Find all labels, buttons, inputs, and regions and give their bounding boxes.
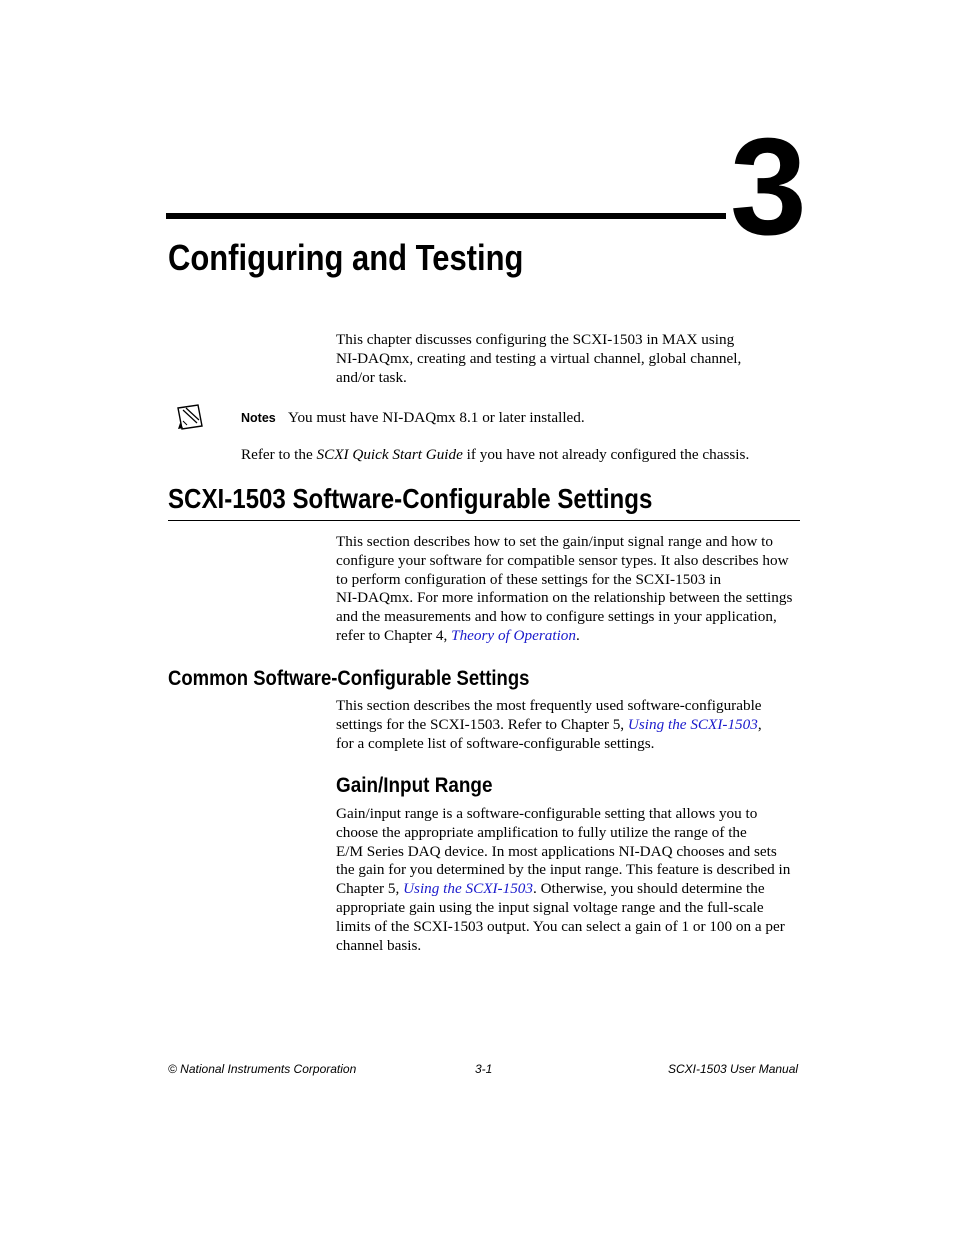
paragraph-line: the gain for you determined by the input range. This feature is described in <box>336 861 791 879</box>
note-label: Notes <box>241 411 276 425</box>
section-heading-common-settings: Common Software-Configurable Settings <box>168 667 530 690</box>
note-text: You must have NI-DAQmx 8.1 or later installed. <box>288 409 585 426</box>
text-run: settings for the SCXI-1503. Refer to Chapter 5, <box>336 715 628 733</box>
paragraph-line: limits of the SCXI-1503 output. You can select a gain of 1 or 100 on a per <box>336 917 785 935</box>
paragraph-line: for a complete list of software-configurable settings. <box>336 734 655 752</box>
theory-of-operation-link[interactable]: Theory of Operation <box>451 626 576 644</box>
text-run: . <box>576 626 580 644</box>
paragraph-line: NI-DAQmx. For more information on the relationship between the settings <box>336 589 793 607</box>
intro-line: and/or task. <box>336 368 407 386</box>
text-run: , <box>757 715 762 733</box>
intro-line: This chapter discusses configuring the SCXI-1503 in MAX using <box>336 331 735 348</box>
paragraph-line: E/M Series DAQ device. In most applications NI-DAQ chooses and sets <box>336 842 777 860</box>
section-rule <box>168 520 800 521</box>
quick-start-guide-title: SCXI Quick Start Guide <box>316 446 463 463</box>
footer-copyright: © National Instruments Corporation <box>168 1062 357 1076</box>
text-run: Chapter 5, <box>336 880 404 898</box>
section-heading-gain-input-range: Gain/Input Range <box>336 774 493 797</box>
paragraph-line: This section describes how to set the gain/input signal range and how to <box>336 533 773 550</box>
paragraph-line: appropriate gain using the input signal voltage range and the full-scale <box>336 898 764 916</box>
chapter-number: 3 <box>730 110 805 264</box>
chapter-title: Configuring and Testing <box>168 237 524 278</box>
refer-post: if you have not already configured the chassis. <box>462 446 750 463</box>
using-scxi-1503-link[interactable]: Using the SCXI-1503 <box>627 715 758 733</box>
footer-manual-title: SCXI-1503 User Manual <box>668 1062 799 1076</box>
paragraph-line: to perform configuration of these settings for the SCXI-1503 in <box>336 570 722 588</box>
paragraph-line <box>336 627 802 646</box>
paragraph-line: channel basis. <box>336 936 422 954</box>
refer-pre: Refer to the <box>241 446 317 463</box>
paragraph-line <box>336 716 802 735</box>
chapter-rule <box>166 213 726 219</box>
intro-paragraph <box>336 331 776 387</box>
paragraph-line: choose the appropriate amplification to fully utilize the range of the <box>336 823 747 841</box>
refer-text <box>241 446 749 465</box>
section1-paragraph <box>336 533 802 646</box>
paragraph-line: This section describes the most frequently used software-configurable <box>336 697 762 714</box>
intro-line: NI-DAQmx, creating and testing a virtual channel, global channel, <box>336 349 742 367</box>
section3-paragraph <box>336 805 802 955</box>
paragraph-line: Gain/input range is a software-configurable setting that allows you to <box>336 805 758 822</box>
note-pencil-icon <box>174 402 206 432</box>
text-run: . Otherwise, you should determine the <box>533 880 765 898</box>
section2-paragraph <box>336 697 802 753</box>
using-scxi-1503-link[interactable]: Using the SCXI-1503 <box>403 880 533 898</box>
paragraph-line: configure your software for compatible sensor types. It also describes how <box>336 551 789 569</box>
text-run: refer to Chapter 4, <box>336 626 452 644</box>
paragraph-line <box>336 880 802 899</box>
section-heading-software-settings: SCXI-1503 Software-Configurable Settings <box>168 483 653 514</box>
footer-page-number: 3-1 <box>475 1062 493 1076</box>
paragraph-line: and the measurements and how to configure settings in your application, <box>336 608 777 626</box>
